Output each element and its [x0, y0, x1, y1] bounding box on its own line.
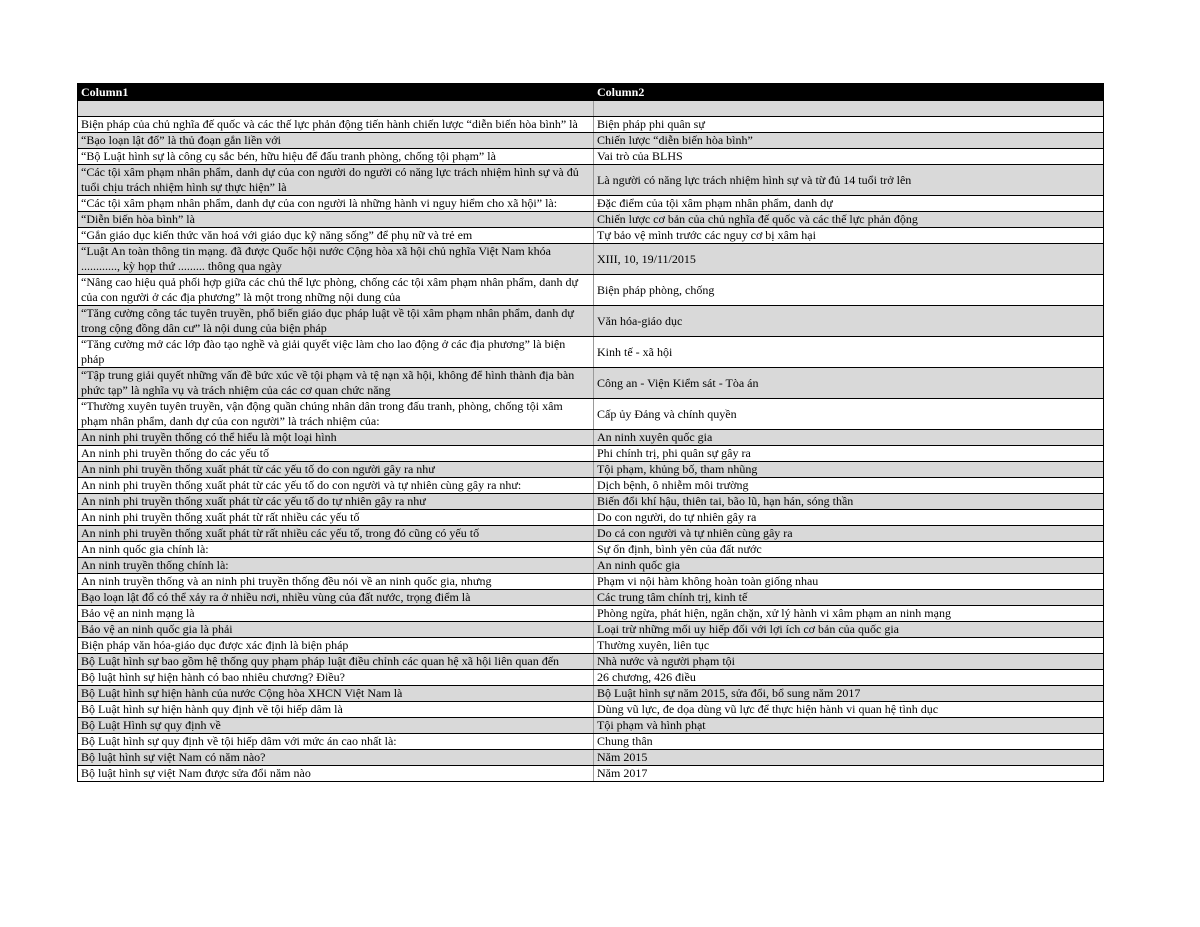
- table-row: [78, 446, 1104, 462]
- table-row: [78, 462, 1104, 478]
- table-row: [78, 766, 1104, 782]
- question-cell[interactable]: Bảo vệ an ninh quốc gia là phải: [78, 622, 594, 638]
- answer-cell[interactable]: Biến đổi khí hậu, thiên tai, bão lũ, hạn hán, sóng thần: [594, 494, 1104, 510]
- table-row: [78, 399, 1104, 430]
- question-cell[interactable]: “Các tội xâm phạm nhân phẩm, danh dự của con người là những hành vi nguy hiểm cho xã hội” là:: [78, 196, 594, 212]
- question-cell[interactable]: Bạo loạn lật đổ có thể xảy ra ở nhiều nơi, nhiều vùng của đất nước, trọng điểm là: [78, 590, 594, 606]
- question-cell[interactable]: An ninh phi truyền thống xuất phát từ các yếu tố do tự nhiên gây ra như: [78, 494, 594, 510]
- answer-cell[interactable]: Đặc điểm của tội xâm phạm nhân phẩm, danh dự: [594, 196, 1104, 212]
- column-header[interactable]: Column2: [594, 84, 1104, 101]
- table-row: [78, 510, 1104, 526]
- question-cell[interactable]: “Tăng cường mở các lớp đào tạo nghề và giải quyết việc làm cho lao động ở các địa phương” là biện pháp: [78, 337, 594, 368]
- answer-cell[interactable]: Công an - Viện Kiểm sát - Tòa án: [594, 368, 1104, 399]
- table-row: [78, 574, 1104, 590]
- question-cell[interactable]: “Các tội xâm phạm nhân phẩm, danh dự của con người do người có năng lực trách nhiệm hình sự và đủ tuổi chịu trách nhiệm hình sự thực hiện” là: [78, 165, 594, 196]
- answer-cell[interactable]: Tội phạm, khủng bố, tham nhũng: [594, 462, 1104, 478]
- table-row: [78, 718, 1104, 734]
- table-row: [78, 212, 1104, 228]
- question-cell[interactable]: Bộ luật hình sự hiện hành có bao nhiêu chương? Điều?: [78, 670, 594, 686]
- table-row: [78, 368, 1104, 399]
- table-row: [78, 750, 1104, 766]
- answer-cell[interactable]: Phòng ngừa, phát hiện, ngăn chặn, xử lý hành vi xâm phạm an ninh mạng: [594, 606, 1104, 622]
- answer-cell[interactable]: Tội phạm và hình phạt: [594, 718, 1104, 734]
- table-row: [78, 244, 1104, 275]
- question-cell[interactable]: Bộ luật hình sự việt Nam có năm nào?: [78, 750, 594, 766]
- header-row: [78, 84, 1104, 101]
- answer-cell[interactable]: Thường xuyên, liên tục: [594, 638, 1104, 654]
- answer-cell[interactable]: Năm 2015: [594, 750, 1104, 766]
- table-row: [78, 590, 1104, 606]
- answer-cell[interactable]: Chung thân: [594, 734, 1104, 750]
- answer-cell[interactable]: An ninh quốc gia: [594, 558, 1104, 574]
- question-cell[interactable]: “Diễn biến hòa bình” là: [78, 212, 594, 228]
- question-cell[interactable]: Bộ Luật hình sự hiện hành quy định về tội hiếp dâm là: [78, 702, 594, 718]
- answer-cell[interactable]: An ninh xuyên quốc gia: [594, 430, 1104, 446]
- table-row: [78, 558, 1104, 574]
- answer-cell[interactable]: [594, 101, 1104, 117]
- table-row: [78, 670, 1104, 686]
- answer-cell[interactable]: 26 chương, 426 điều: [594, 670, 1104, 686]
- table-row: [78, 702, 1104, 718]
- table-row: [78, 478, 1104, 494]
- question-cell[interactable]: An ninh phi truyền thống xuất phát từ rất nhiều các yếu tố, trong đó cũng có yếu tố: [78, 526, 594, 542]
- answer-cell[interactable]: Biện pháp phi quân sự: [594, 117, 1104, 133]
- answer-cell[interactable]: Phạm vi nội hàm không hoàn toàn giống nhau: [594, 574, 1104, 590]
- table-row: [78, 101, 1104, 117]
- question-cell[interactable]: “Tập trung giải quyết những vấn đề bức xúc về tội phạm và tệ nạn xã hội, không để hình thành địa bàn phức tạp” là nghĩa vụ và trách nhiệm của các cơ quan chức năng: [78, 368, 594, 399]
- answer-cell[interactable]: Văn hóa-giáo dục: [594, 306, 1104, 337]
- answer-cell[interactable]: Do cả con người và tự nhiên cùng gây ra: [594, 526, 1104, 542]
- answer-cell[interactable]: Chiến lược cơ bản của chủ nghĩa đế quốc và các thế lực phản động: [594, 212, 1104, 228]
- question-cell[interactable]: An ninh phi truyền thống do các yếu tố: [78, 446, 594, 462]
- question-cell[interactable]: An ninh quốc gia chính là:: [78, 542, 594, 558]
- table-row: [78, 149, 1104, 165]
- table-row: [78, 494, 1104, 510]
- table-row: [78, 228, 1104, 244]
- question-cell[interactable]: “Gắn giáo dục kiến thức văn hoá với giáo dục kỹ năng sống” để phụ nữ và trẻ em: [78, 228, 594, 244]
- answer-cell[interactable]: Sự ổn định, bình yên của đất nước: [594, 542, 1104, 558]
- table-row: [78, 117, 1104, 133]
- question-cell[interactable]: “Bạo loạn lật đổ” là thủ đoạn gắn liền với: [78, 133, 594, 149]
- answer-cell[interactable]: Biện pháp phòng, chống: [594, 275, 1104, 306]
- question-cell[interactable]: Bộ Luật Hình sự quy định về: [78, 718, 594, 734]
- question-cell[interactable]: An ninh phi truyền thống xuất phát từ rất nhiều các yếu tố: [78, 510, 594, 526]
- answer-cell[interactable]: Kinh tế - xã hội: [594, 337, 1104, 368]
- question-cell[interactable]: Bảo vệ an ninh mạng là: [78, 606, 594, 622]
- answer-cell[interactable]: Dùng vũ lực, đe dọa dùng vũ lực để thực hiện hành vi quan hệ tình dục: [594, 702, 1104, 718]
- question-cell[interactable]: Bộ luật hình sự việt Nam được sửa đổi năm nào: [78, 766, 594, 782]
- answer-cell[interactable]: Tự bảo vệ mình trước các nguy cơ bị xâm hại: [594, 228, 1104, 244]
- table-body: [78, 101, 1104, 782]
- answer-cell[interactable]: Chiến lược “diễn biến hòa bình”: [594, 133, 1104, 149]
- question-cell[interactable]: An ninh phi truyền thống có thể hiểu là một loại hình: [78, 430, 594, 446]
- table-row: [78, 165, 1104, 196]
- question-cell[interactable]: Bộ Luật hình sự quy định về tội hiếp dâm với mức án cao nhất là:: [78, 734, 594, 750]
- table-row: [78, 196, 1104, 212]
- answer-cell[interactable]: Phi chính trị, phi quân sự gây ra: [594, 446, 1104, 462]
- answer-cell[interactable]: Cấp ủy Đảng và chính quyền: [594, 399, 1104, 430]
- answer-cell[interactable]: XIII, 10, 19/11/2015: [594, 244, 1104, 275]
- answer-cell[interactable]: Bộ Luật hình sự năm 2015, sửa đổi, bổ sung năm 2017: [594, 686, 1104, 702]
- question-cell[interactable]: Bộ Luật hình sự hiện hành của nước Cộng hòa XHCN Việt Nam là: [78, 686, 594, 702]
- table-row: [78, 526, 1104, 542]
- answer-cell[interactable]: Là người có năng lực trách nhiệm hình sự và từ đủ 14 tuổi trở lên: [594, 165, 1104, 196]
- answer-cell[interactable]: Loại trừ những mối uy hiếp đối với lợi ích cơ bản của quốc gia: [594, 622, 1104, 638]
- table-row: [78, 430, 1104, 446]
- table-row: [78, 638, 1104, 654]
- table-row: [78, 622, 1104, 638]
- question-cell[interactable]: Bộ Luật hình sự bao gồm hệ thống quy phạm pháp luật điều chỉnh các quan hệ xã hội liên quan đến: [78, 654, 594, 670]
- table-row: [78, 654, 1104, 670]
- question-cell[interactable]: [78, 101, 594, 117]
- answer-cell[interactable]: Các trung tâm chính trị, kinh tế: [594, 590, 1104, 606]
- table-row: [78, 686, 1104, 702]
- question-cell[interactable]: An ninh truyền thống và an ninh phi truyền thống đều nói về an ninh quốc gia, nhưng: [78, 574, 594, 590]
- answer-cell[interactable]: Do con người, do tự nhiên gây ra: [594, 510, 1104, 526]
- answer-cell[interactable]: Năm 2017: [594, 766, 1104, 782]
- answer-cell[interactable]: Nhà nước và người phạm tội: [594, 654, 1104, 670]
- data-table: [77, 83, 1104, 782]
- question-cell[interactable]: An ninh truyền thống chính là:: [78, 558, 594, 574]
- table-row: [78, 275, 1104, 306]
- question-cell[interactable]: “Nâng cao hiệu quả phối hợp giữa các chủ thể lực phòng, chống các tội xâm phạm nhân phẩm, danh dự của con người ở các địa phương” là một trong những nội dung của: [78, 275, 594, 306]
- column-header[interactable]: Column1: [78, 84, 594, 101]
- table-row: [78, 306, 1104, 337]
- question-cell[interactable]: An ninh phi truyền thống xuất phát từ các yếu tố do con người và tự nhiên cùng gây ra như:: [78, 478, 594, 494]
- table-row: [78, 734, 1104, 750]
- table-row: [78, 133, 1104, 149]
- question-cell[interactable]: “Luật An toàn thông tin mạng. đã được Quốc hội nước Cộng hòa xã hội chủ nghĩa Việt Nam khóa ............, kỳ họp thứ ......... thông qua ngày: [78, 244, 594, 275]
- table-row: [78, 542, 1104, 558]
- question-cell[interactable]: Biện pháp văn hóa-giáo dục được xác định là biện pháp: [78, 638, 594, 654]
- question-cell[interactable]: Biện pháp của chủ nghĩa đế quốc và các thế lực phản động tiến hành chiến lược “diễn biến hòa bình” là: [78, 117, 594, 133]
- question-cell[interactable]: “Tăng cường công tác tuyên truyền, phổ biến giáo dục pháp luật về tội xâm phạm nhân phẩm, danh dự trong cộng đồng dân cư” là nội dung của biện pháp: [78, 306, 594, 337]
- table-row: [78, 337, 1104, 368]
- table-row: [78, 606, 1104, 622]
- question-cell[interactable]: “Bộ Luật hình sự là công cụ sắc bén, hữu hiệu để đấu tranh phòng, chống tội phạm” là: [78, 149, 594, 165]
- question-cell[interactable]: An ninh phi truyền thống xuất phát từ các yếu tố do con người gây ra như: [78, 462, 594, 478]
- answer-cell[interactable]: Dịch bệnh, ô nhiễm môi trường: [594, 478, 1104, 494]
- answer-cell[interactable]: Vai trò của BLHS: [594, 149, 1104, 165]
- question-cell[interactable]: “Thường xuyên tuyên truyền, vận động quần chúng nhân dân trong đấu tranh, phòng, chống tội xâm phạm nhân phẩm, danh dự của con người” là trách nhiệm của:: [78, 399, 594, 430]
